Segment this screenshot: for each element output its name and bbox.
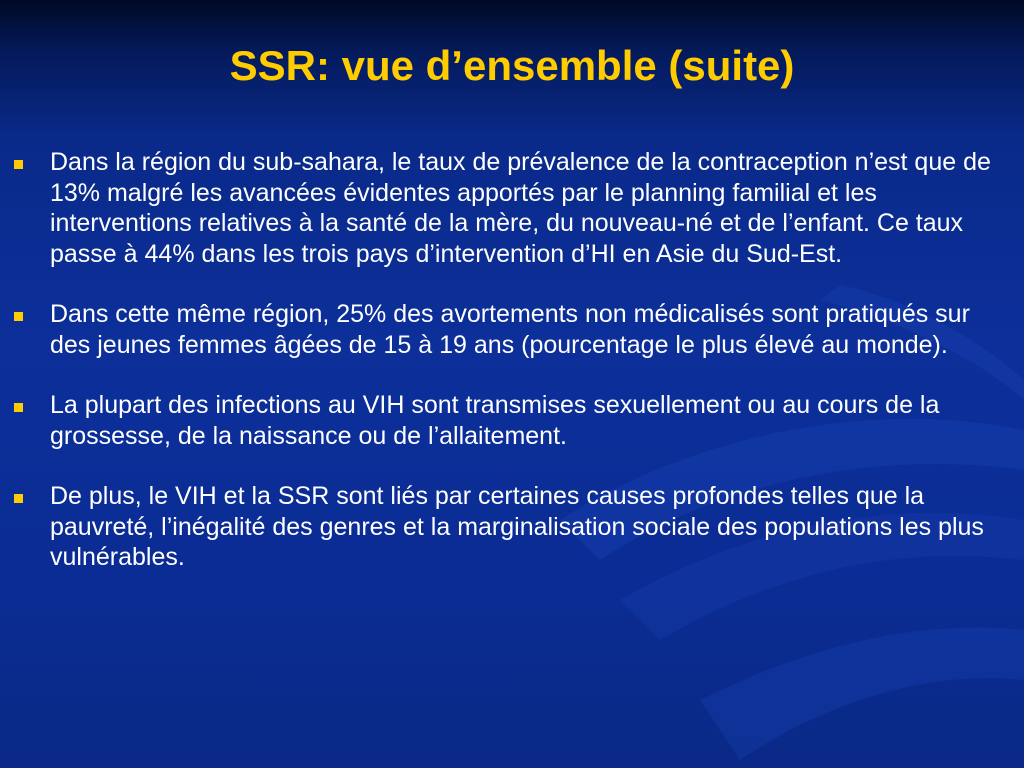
bullet-item (14, 299, 1014, 360)
bullet-text: Dans cette même région, 25% des avortements non médicalisés sont pratiqués sur des jeunes femmes âgées de 15 à 19 ans (pourcentage le plus élevé au monde). (50, 300, 970, 359)
bullet-list (14, 147, 1014, 603)
bullet-item (14, 147, 1014, 269)
slide-title: SSR: vue d’ensemble (suite) (229, 42, 795, 89)
bullet-item (14, 481, 1014, 573)
bullet-item (14, 390, 1014, 451)
bullet-text: Dans la région du sub-sahara, le taux de prévalence de la contraception n’est que de 13% malgré les avancées évidentes apportés par le planning familial et les interventions relatives à la santé de la mère, du nouveau-né et de l’enfant. Ce taux passe à 44% dans les trois pays d’intervention d’HI en Asie du Sud-Est. (50, 148, 991, 268)
bullet-square-icon (14, 403, 23, 412)
bullet-square-icon (14, 160, 23, 169)
bullet-text: La plupart des infections au VIH sont transmises sexuellement ou au cours de la grossesse, de la naissance ou de l’allaitement. (50, 391, 940, 450)
bullet-square-icon (14, 312, 23, 321)
bullet-text: De plus, le VIH et la SSR sont liés par certaines causes profondes telles que la pauvreté, l’inégalité des genres et la marginalisation sociale des populations les plus vulnérables. (50, 482, 984, 571)
bullet-square-icon (14, 494, 23, 503)
